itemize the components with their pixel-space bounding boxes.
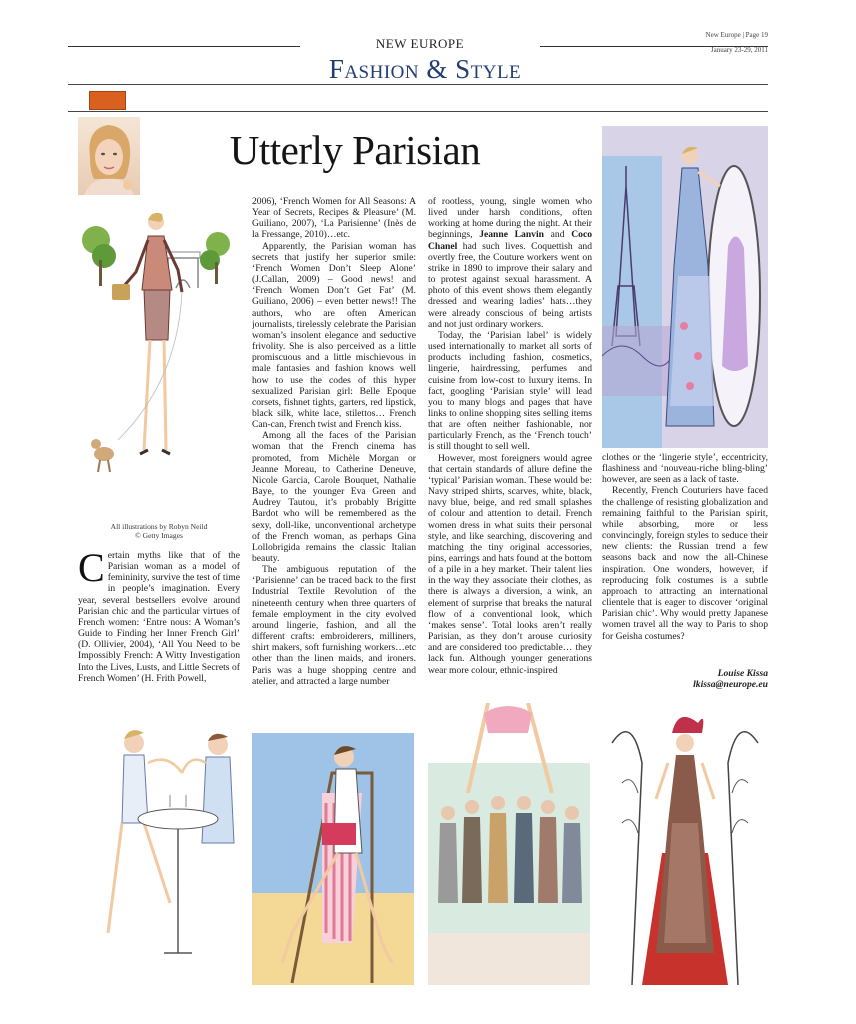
paragraph-text: ertain myths like that of the Parisian woman as a model of femininity, survive the test of time in people’s imagination. Every year, several bestsellers evolve around Parisian chic and the particular virtues of French women: ‘Entre nous: A Woman’s Guide to Finding her Inner French Girl’ (D. Ollivier, 2004), ‘All You Need to be Impossibly French: A Witty Investigation Into the Lives, Lusts, and Little Secrets of French Women’ (H. Frith Powell,	[78, 550, 240, 684]
page-number: New Europe | Page 19	[705, 31, 768, 39]
paragraph: Among all the faces of the Parisian woman that the French cinema has promoted, from Michèle Morgan or Jeanne Moreau, to Catherine Deneuve, Nicole Garcia, Carole Bouquet, Nathalie Baye, to the younger Eva Green and Audrey Tautou, it’s probably Brigitte Bardot who will be remembered as the sexy, doll-like, unconventional archetype of the French woman, as perhaps Gina Lollobrigida remains the classic Italian beauty.	[252, 430, 416, 564]
paragraph: Apparently, the Parisian woman has secrets that justify her superior smile: ‘French Women Don’t Sleep Alone’ (J.Callan, 2009) – Good news! and ‘French Women Don’t Get Fat’ (M. Guiliano, 2006) – even better news!! The authors, who are often American journalists, tirelessly celebrate the Parisian woman’s insolent elegance and seductive frivolity. She is also perceived as a little promiscuous and a little mischievous in male fantasies and fashion knows well how to use the codes of this hyper sexualized Parisian girl: Belle Epoque corsets, fishnet tights, garters, red lipstick, black silk, white lace, stilettos… French Can-can, French twist and French kiss.	[252, 240, 416, 431]
illustration-cafe-couple	[78, 703, 240, 985]
illustration-deckchair-reader	[252, 703, 414, 985]
paragraph: clothes or the ‘lingerie style’, eccentricity, flashiness and ‘nouveau-riche bling-bling’ however, are seen as a lack of taste.	[602, 452, 768, 486]
name-highlight: Coco Chanel	[428, 229, 592, 252]
issue-date: January 23-29, 2011	[710, 46, 768, 54]
illustration-runway-audience	[428, 703, 590, 985]
name-highlight: Jeanne Lanvin	[479, 229, 544, 241]
paragraph: The ambiguous reputation of the ‘Parisienne’ can be traced back to the first Industrial Textile Revolution of the nineteenth century when three quarters of female employment in the city evolved around lingerie, fashion, and all the different crafts: embroiderers, milliners, shirt makers, soft furnishing workers…etc other than the linen maids, and ironers. Paris was a huge shopping centre and atelier, and attracted a large number	[252, 564, 416, 687]
paragraph-text: and	[543, 229, 572, 241]
illustration-woman-mirror	[602, 126, 768, 448]
masthead-rule-bottom	[68, 84, 768, 85]
illustration-staircase-gown	[602, 703, 768, 985]
author-name: Louise Kissa	[717, 668, 768, 679]
article-column-4	[602, 452, 768, 666]
author-portrait	[78, 117, 140, 195]
paragraph-text: had such lives. Coquettish and overtly free, the Couture workers went on strike in 1890 to improve their salary and to protest against sexual harassment. A photo of this event shows them elegantly dressed and wearing ladies’ hats…they were already conscious of being artists and not just ordinary workers.	[428, 240, 592, 330]
article-column-1	[78, 550, 240, 684]
illustration-woman-with-dog	[78, 200, 240, 518]
author-email: lkissa@neurope.eu	[693, 679, 768, 690]
paragraph: Recently, French Couturiers have faced the challenge of resisting globalization and remaining faithful to the Parisian spirit, while absorbing, more or less convincingly, foreign styles to seduce their new clients: the Russian trend a few seasons back and now the all-Chinese inspiration. One wonders, however, if reproducing folk costumes is a subtle approach to attracting an international clientele that is eager to discover ‘original Parisian chic’. Why would pretty Japanese women travel all the way to Paris to shop for Geisha costumes?	[602, 485, 768, 642]
paragraph	[78, 550, 240, 684]
section-accent-block	[89, 91, 126, 110]
publication-name: NEW EUROPE	[300, 36, 540, 52]
section-rule	[68, 111, 768, 112]
caption-copyright: © Getty Images	[135, 531, 183, 540]
article-column-3	[428, 196, 592, 690]
illustration-credit	[78, 522, 240, 540]
paragraph: 2006), ‘French Women for All Seasons: A Year of Secrets, Recipes & Pleasure’ (M. Guiliano, 2007), ‘La Parisienne’ (Inès de la Fressange, 2010)…etc.	[252, 196, 416, 241]
section-title: Fashion & Style	[328, 54, 522, 84]
paragraph	[428, 196, 592, 330]
byline	[602, 668, 768, 690]
article-column-2	[252, 196, 416, 690]
paragraph: Today, the ‘Parisian label’ is widely used internationally to market all sorts of products including fashion, cosmetics, lingerie, hairdressing, perfumes and cuisine from low-cost to luxury items. In fact, googling ‘Parisian style’ will lead you to many blogs and pages that have links to online shopping sites selling items that are often neither fashionable, nor particularly French, as the ‘French touch’ is still thought to sell well.	[428, 329, 592, 453]
paragraph-text: of rootless, young, single women who lived under harsh conditions, often working at home during the night. At their beginnings,	[428, 196, 592, 241]
article-headline: Utterly Parisian	[229, 127, 481, 173]
caption-illustrator: All illustrations by Robyn Neild	[110, 522, 208, 531]
drop-cap: C	[78, 550, 105, 590]
paragraph: However, most foreigners would agree that certain standards of allure define the ‘typical’ Parisian woman. These would be: Navy striped shirts, scarves, white, black, navy blue, beige, and red small splashes of colour and attention to detail. French women dress in what suits their personal style, and like searching, discovering and matching the tiny original accessories, pins, earrings and hats found at the bottom of a pile in a hey market. Their talent lies in the way they associate their clothes, as there is always a diversion, a wink, an element of surprise that breaks the natural flow of a conventional look, which ‘makes sense’. Total looks aren’t really Parisian, as they don’t arouse curiosity and are considered too predictable… they lack fun. Although younger generations wear more colour, ethnic-inspired	[428, 452, 592, 676]
